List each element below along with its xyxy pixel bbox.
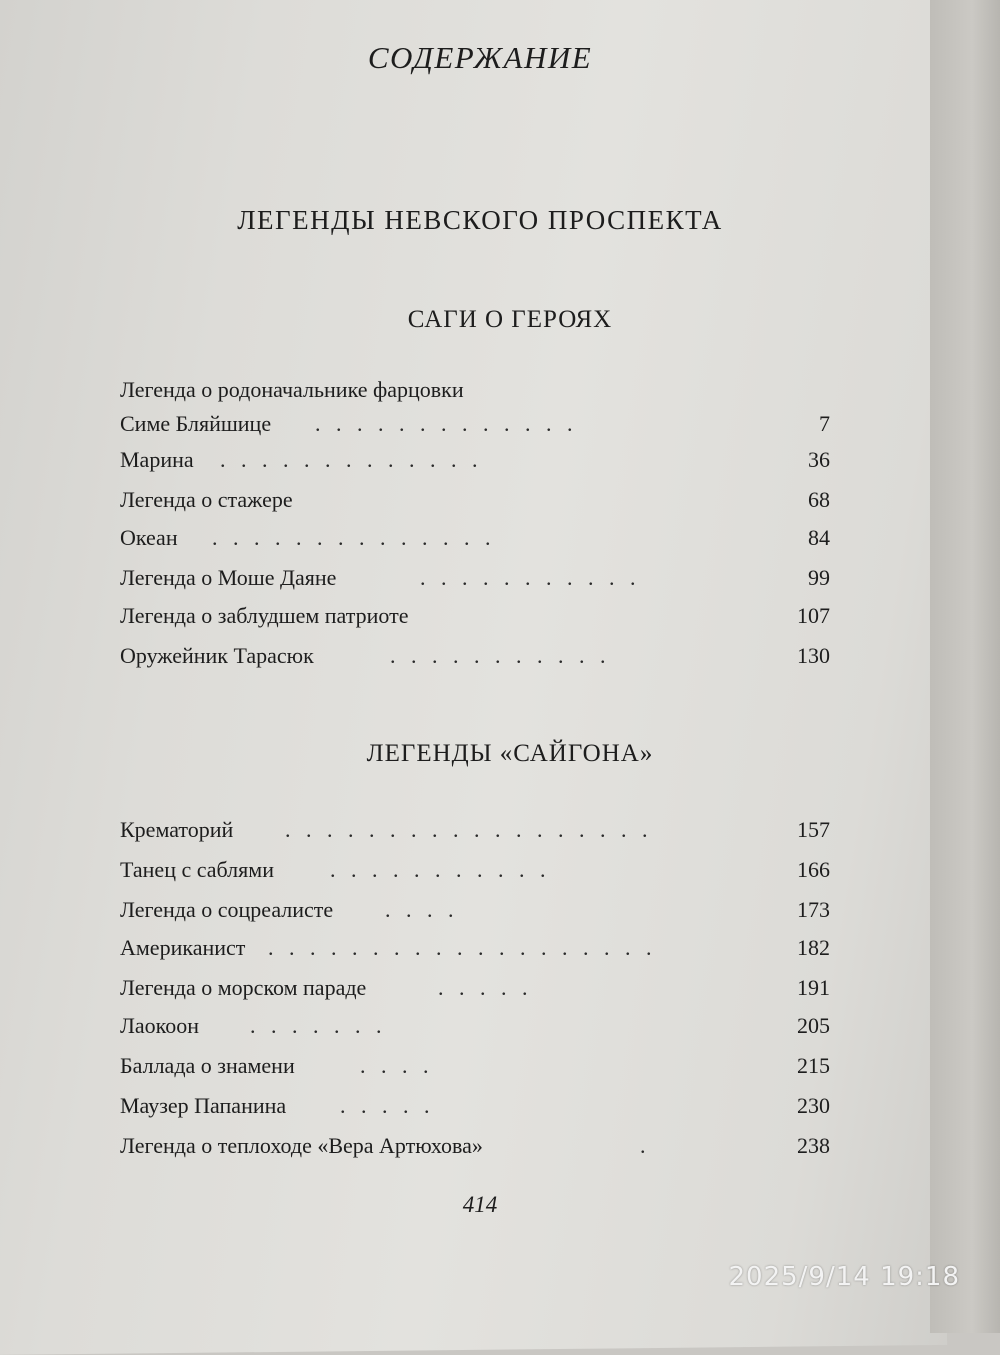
toc-entry-page: 182 bbox=[797, 935, 830, 960]
toc-entry-page: 130 bbox=[797, 643, 830, 668]
toc-entry-page: 238 bbox=[797, 1133, 830, 1158]
toc-entry bbox=[120, 640, 830, 672]
toc-leader-dots: . bbox=[640, 1133, 651, 1158]
toc-entry-title: Крематорий bbox=[120, 817, 234, 842]
toc-entry-title: Легенда о родоначальнике фарцовки bbox=[120, 377, 464, 402]
toc-entry-title: Симе Бляйшице bbox=[120, 411, 272, 436]
toc-entry-title: Океан bbox=[120, 525, 178, 550]
toc-leader-dots: . . . . . . . . . . . . . . bbox=[212, 525, 496, 550]
toc-entry bbox=[120, 562, 830, 594]
photo-timestamp: 2025/9/14 19:18 bbox=[728, 1262, 960, 1292]
toc-entry-title: Легенда о Моше Даяне bbox=[120, 565, 337, 590]
toc-entry-title: Легенда о заблудшем патриоте bbox=[120, 603, 409, 628]
toc-entry bbox=[120, 600, 830, 632]
toc-entry-page: 84 bbox=[808, 525, 830, 550]
toc-entry-title: Легенда о морском параде bbox=[120, 975, 367, 1000]
toc-entry bbox=[120, 854, 830, 886]
toc-entry-title: Легенда о стажере bbox=[120, 487, 293, 512]
toc-entry-title: Лаокоон bbox=[120, 1013, 200, 1038]
toc-leader-dots: . . . . bbox=[385, 897, 459, 922]
section-title-saigon: ЛЕГЕНДЫ «САЙГОНА» bbox=[366, 740, 654, 767]
toc-entry-page: 36 bbox=[808, 447, 830, 472]
contents-title: СОДЕРЖАНИЕ bbox=[367, 40, 593, 75]
toc-entry-page: 173 bbox=[797, 897, 830, 922]
toc-leader-dots: . . . . . . . . . . . bbox=[390, 643, 611, 668]
toc-entry-page: 99 bbox=[808, 565, 830, 590]
toc-entry-page: 191 bbox=[797, 975, 830, 1000]
toc-entry-page: 157 bbox=[797, 817, 830, 842]
toc-entry bbox=[120, 1010, 830, 1042]
toc-entry bbox=[120, 484, 830, 516]
toc-leader-dots: . . . . . . . bbox=[250, 1013, 387, 1038]
toc-entry bbox=[120, 522, 830, 554]
toc-entry-title: Легенда о соцреалисте bbox=[120, 897, 334, 922]
toc-leader-dots: . . . . . bbox=[340, 1093, 435, 1118]
toc-entry-title: Танец с саблями bbox=[120, 857, 274, 882]
toc-entry bbox=[120, 408, 830, 440]
toc-entry-page: 205 bbox=[797, 1013, 830, 1038]
toc-leader-dots: . . . . . . . . . . . bbox=[330, 857, 551, 882]
subsection-title-sagas: САГИ О ГЕРОЯХ bbox=[407, 306, 613, 333]
toc-entry-page: 166 bbox=[797, 857, 830, 882]
toc-entry bbox=[120, 932, 830, 964]
toc-entry-page: 68 bbox=[808, 487, 830, 512]
toc-entry bbox=[120, 814, 830, 846]
toc-leader-dots: . . . . . . . . . . . . . bbox=[315, 411, 578, 436]
toc-leader-dots: . . . . . . . . . . . . . . . . . . . bbox=[268, 935, 657, 960]
toc-entry-title: Маузер Папанина bbox=[120, 1093, 287, 1118]
toc-entry-page: 215 bbox=[797, 1053, 830, 1078]
toc-entry bbox=[120, 894, 830, 926]
toc-entry-title: Оружейник Тарасюк bbox=[120, 643, 314, 668]
toc-leader-dots: . . . . . . . . . . . bbox=[420, 565, 641, 590]
toc-entry bbox=[120, 1090, 830, 1122]
toc-entry-page: 7 bbox=[819, 411, 830, 436]
toc-entry bbox=[120, 1130, 830, 1162]
toc-entry bbox=[120, 1050, 830, 1082]
toc-leader-dots: . . . . bbox=[360, 1053, 434, 1078]
toc-entry-title: Баллада о знамени bbox=[120, 1053, 295, 1078]
toc-entry-page: 230 bbox=[797, 1093, 830, 1118]
toc-entry bbox=[120, 444, 830, 476]
toc-entry-title: Марина bbox=[120, 447, 194, 472]
toc-entry-first-line bbox=[120, 374, 830, 406]
toc-entry-title: Легенда о теплоходе «Вера Артюхова» bbox=[120, 1133, 483, 1158]
section-title-nevsky: ЛЕГЕНДЫ НЕВСКОГО ПРОСПЕКТА bbox=[237, 205, 723, 235]
toc-leader-dots: . . . . . . . . . . . . . bbox=[220, 447, 483, 472]
toc-leader-dots: . . . . . . . . . . . . . . . . . . bbox=[285, 817, 653, 842]
toc-entry-page: 107 bbox=[797, 603, 830, 628]
page-number: 414 bbox=[462, 1192, 498, 1217]
toc-leader-dots: . . . . . bbox=[438, 975, 533, 1000]
toc-entry bbox=[120, 972, 830, 1004]
toc-entry-title: Американист bbox=[120, 935, 246, 960]
